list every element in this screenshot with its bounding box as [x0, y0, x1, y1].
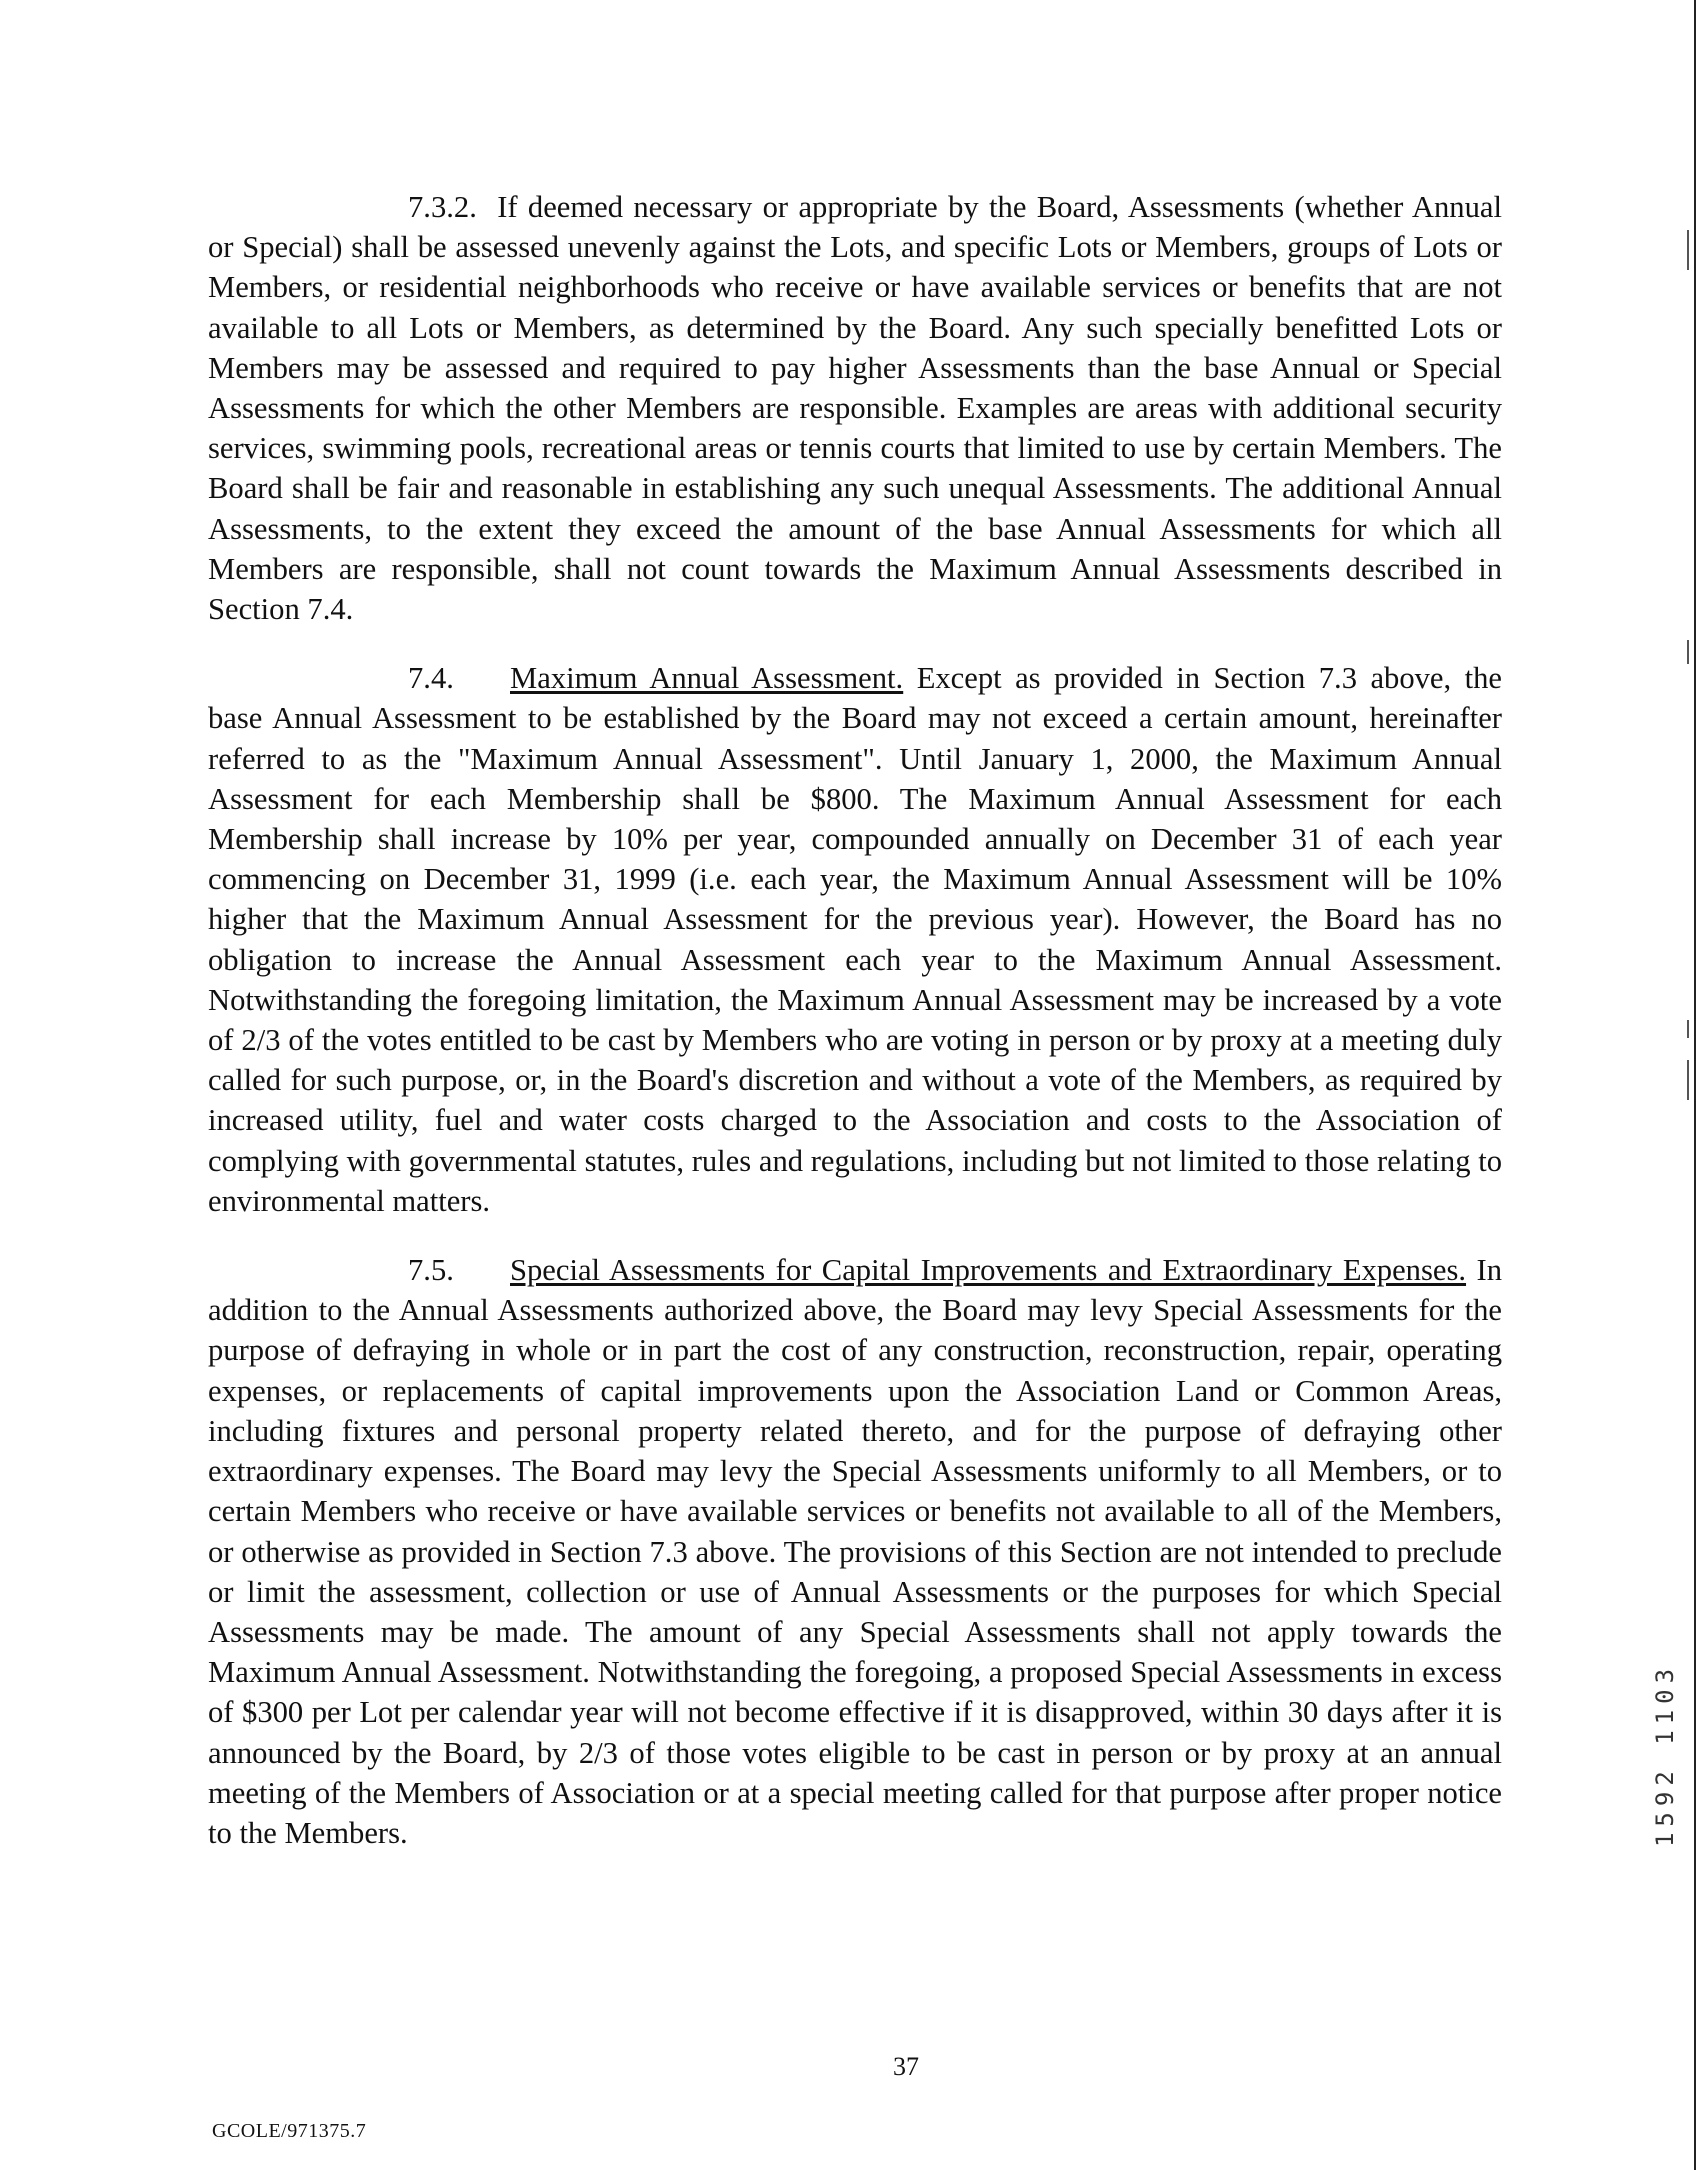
paragraph-text: Except as provided in Section 7.3 above, the base Annual Assessment to be established by the Board may not exceed a certain amount, hereinafter referred to as the "Maximum Annual Assessment". Until January 1, 2000, the Maximum Annual Assessment for each Membership shall be $800. The Maximum Annual Assessment for each Membership shall increase by 10% per year, compounded annually on December 31 of each year commencing on December 31, 1999 (i.e. each year, the Maximum Annual Assessment will be 10% higher that the Maximum Annual Assessment for the previous year). However, the Board has no obligation to increase the Annual Assessment each year to the Maximum Annual Assessment. Notwithstanding the foregoing limitation, the Maximum Annual Assessment may be increased by a vote of 2/3 of the votes entitled to be cast by Members who are voting in person or by proxy at a meeting duly called for such purpose, or, in the Board's discretion and without a vote of the Members, as required by increased utility, fuel and water costs charged to the Association and costs to the Association of complying with governmental statutes, rules and regulations, including but not limited to those relating to environmental matters.	[208, 661, 1503, 1218]
section-heading: Maximum Annual Assessment.	[510, 661, 904, 696]
section-number: 7.5.	[408, 1253, 454, 1288]
page-number: 37	[893, 2052, 919, 2081]
paragraph-7-5	[208, 1250, 1502, 1853]
margin-stamp	[1648, 1590, 1682, 1920]
paragraph-7-4	[208, 658, 1502, 1221]
section-heading: Special Assessments for Capital Improvements and Extraordinary Expenses.	[510, 1253, 1467, 1288]
section-number: 7.4.	[408, 661, 454, 696]
section-number: 7.3.2.	[408, 190, 477, 224]
scan-mark	[1687, 1020, 1689, 1038]
scan-mark	[1687, 1060, 1689, 1100]
scan-mark	[1687, 230, 1689, 270]
paragraph-7-3-2	[208, 187, 1502, 629]
margin-stamp-text: 1592 1103	[1651, 1662, 1679, 1848]
paragraph-text: In addition to the Annual Assessments authorized above, the Board may levy Special Assessments for the purpose of defraying in whole or in part the cost of any construction, reconstruction, repair, operating expenses, or replacements of capital improvements upon the Association Land or Common Areas, including fixtures and personal property related thereto, and for the purpose of defraying other extraordinary expenses. The Board may levy the Special Assessments uniformly to all Members, or to certain Members who receive or have available services or benefits not available to all of the Members, or otherwise as provided in Section 7.3 above. The provisions of this Section are not intended to preclude or limit the assessment, collection or use of Annual Assessments or the purposes for which Special Assessments may be made. The amount of any Special Assessments shall not apply towards the Maximum Annual Assessment. Notwithstanding the foregoing, a proposed Special Assessments in excess of $300 per Lot per calendar year will not become effective if it is disapproved, within 30 days after it is announced by the Board, by 2/3 of those votes eligible to be cast in person or by proxy at an annual meeting of the Members of Association or at a special meeting called for that purpose after proper notice to the Members.	[208, 1253, 1502, 1850]
paragraph-text: If deemed necessary or appropriate by the Board, Assessments (whether Annual or Special) shall be assessed unevenly against the Lots, and specific Lots or Members, groups of Lots or Members, or residential neighborhoods who receive or have available services or benefits that are not available to all Lots or Members, as determined by the Board. Any such specially benefitted Lots or Members may be assessed and required to pay higher Assessments than the base Annual or Special Assessments for which the other Members are responsible. Examples are areas with additional security services, swimming pools, recreational areas or tennis courts that limited to use by certain Members. The Board shall be fair and reasonable in establishing any such unequal Assessments. The additional Annual Assessments, to the extent they exceed the amount of the base Annual Assessments for which all Members are responsible, shall not count towards the Maximum Annual Assessments described in Section 7.4.	[208, 190, 1502, 627]
document-body	[208, 187, 1502, 1882]
document-id: GCOLE/971375.7	[212, 2120, 367, 2142]
scan-mark	[1687, 640, 1689, 664]
